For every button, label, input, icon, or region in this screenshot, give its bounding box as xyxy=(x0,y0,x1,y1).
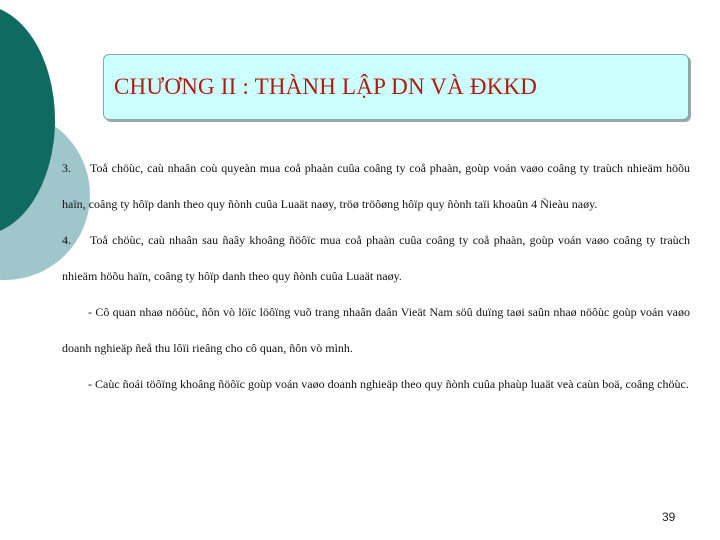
paragraph-text: Toå chöùc, caù nhaân sau ñaây khoâng ñöôïc mua coå phaàn cuûa coâng ty coå phaàn, goùp voán vaøo coâng ty traùch nhieäm höõu haïn, coâng ty hôïp danh theo quy ñònh cuûa Luaät naøy. xyxy=(62,233,690,283)
paragraph-text: - Cô quan nhaø nöôùc, ñôn vò löïc löôïng vuõ trang nhaân daân Vieät Nam söû duïng taøi saûn nhaø nöôùc goùp voán vaøo doanh nghieäp ñeå thu lôïi rieâng cho cô quan, ñôn vò mình. xyxy=(62,305,690,355)
page-number: 39 xyxy=(662,510,676,524)
paragraph-number: 4. xyxy=(62,233,71,247)
bullet-state-agencies xyxy=(62,294,690,366)
paragraph-3 xyxy=(62,150,690,222)
paragraph-text: Toå chöùc, caù nhaân coù quyeàn mua coå phaàn cuûa coâng ty coå phaàn, goùp voán vaøo coâng ty traùch nhieäm höõu haïn, coâng ty hôïp danh theo quy ñònh cuûa Luaät naøy, tröø tröôøng hôïp quy ñònh taïi khoaûn 4 Ñieàu naøy. xyxy=(62,161,690,211)
title-box xyxy=(103,54,689,120)
slide-body xyxy=(62,150,690,402)
paragraph-number: 3. xyxy=(62,161,71,175)
paragraph-text: - Caùc ñoái töôïng khoâng ñöôïc goùp voán vaøo doanh nghieäp theo quy ñònh cuûa phaùp luaät veà caùn boä, coâng chöùc. xyxy=(88,377,689,391)
slide-title: CHƯƠNG II : THÀNH LẬP DN VÀ ĐKKD xyxy=(114,74,538,99)
bullet-officials xyxy=(62,366,690,402)
paragraph-4 xyxy=(62,222,690,294)
